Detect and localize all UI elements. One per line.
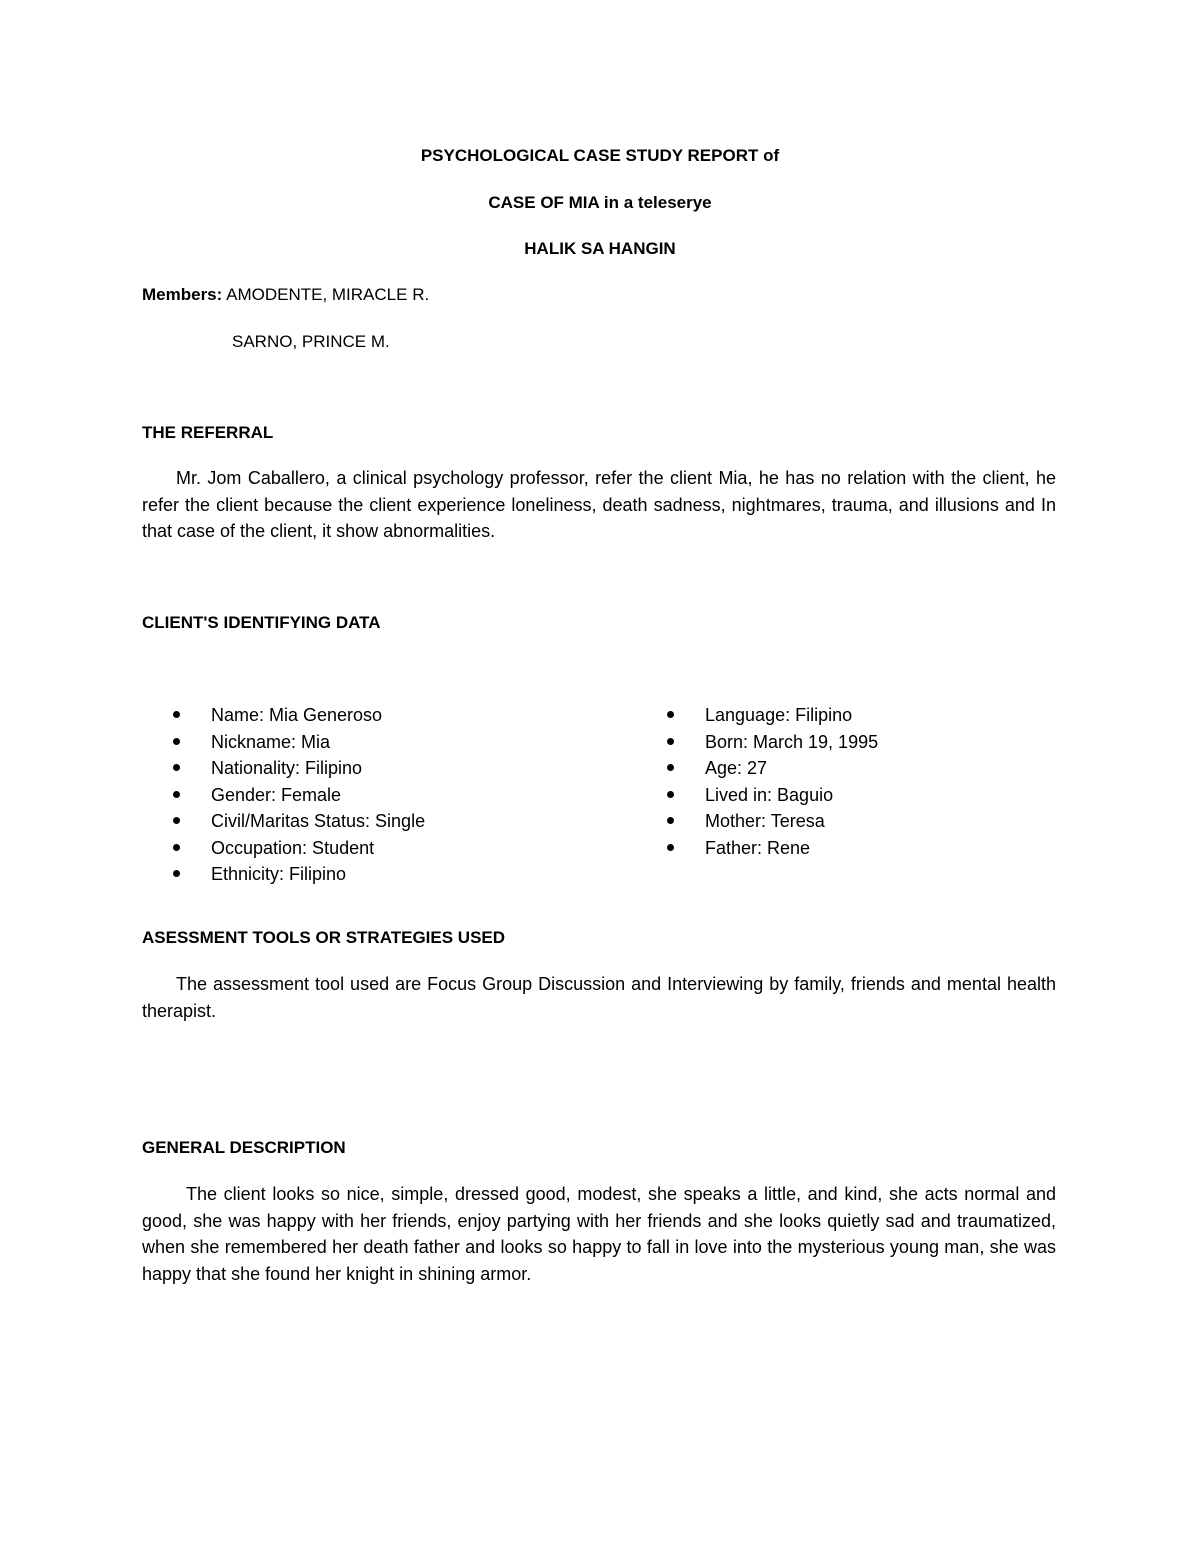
list-item: Nickname: Mia	[173, 729, 425, 756]
member-2: SARNO, PRINCE M.	[232, 332, 390, 351]
bullet-icon	[667, 738, 674, 745]
bullet-icon	[173, 817, 180, 824]
bullet-icon	[667, 764, 674, 771]
bullet-icon	[667, 817, 674, 824]
general-text: The client looks so nice, simple, dressed good, modest, she speaks a little, and kind, she acts normal and good, she was happy with her friends, enjoy partying with her friends and she looks quietly sad and traumatized, when she remembered her death father and looks so happy to fall in love into the mysterious young man, she was happy that she found her knight in shining armor.	[142, 1184, 1056, 1284]
bullet-icon	[173, 711, 180, 718]
general-paragraph	[142, 1181, 1056, 1287]
list-item: Mother: Teresa	[667, 808, 878, 835]
identifying-list-left	[173, 702, 425, 888]
bullet-icon	[667, 711, 674, 718]
bullet-icon	[173, 870, 180, 877]
list-item: Father: Rene	[667, 835, 878, 862]
referral-text: Mr. Jom Caballero, a clinical psychology professor, refer the client Mia, he has no relation with the client, he refer the client because the client experience loneliness, death sadness, nightmares, trauma, and illusions and In that case of the client, it show abnormalities.	[142, 468, 1056, 541]
list-item: Lived in: Baguio	[667, 782, 878, 809]
list-item: Nationality: Filipino	[173, 755, 425, 782]
bullet-icon	[173, 738, 180, 745]
assessment-heading: ASESSMENT TOOLS OR STRATEGIES USED	[142, 928, 506, 947]
report-title-line1: PSYCHOLOGICAL CASE STUDY REPORT of	[420, 146, 780, 165]
list-item: Age: 27	[667, 755, 878, 782]
list-item: Born: March 19, 1995	[667, 729, 878, 756]
list-item: Occupation: Student	[173, 835, 425, 862]
list-item: Civil/Maritas Status: Single	[173, 808, 425, 835]
bullet-icon	[173, 791, 180, 798]
bullet-icon	[667, 791, 674, 798]
members-label: Members:	[142, 285, 223, 304]
list-item: Name: Mia Generoso	[173, 702, 425, 729]
member-1: AMODENTE, MIRACLE R.	[226, 285, 430, 304]
list-item: Ethnicity: Filipino	[173, 861, 425, 888]
referral-paragraph	[142, 465, 1056, 545]
bullet-icon	[173, 844, 180, 851]
members-block	[142, 284, 429, 306]
general-heading: GENERAL DESCRIPTION	[142, 1138, 346, 1157]
list-item: Language: Filipino	[667, 702, 878, 729]
referral-heading: THE REFERRAL	[142, 423, 274, 442]
list-item: Gender: Female	[173, 782, 425, 809]
bullet-icon	[667, 844, 674, 851]
report-title-line2: CASE OF MIA in a teleserye	[488, 193, 712, 212]
identifying-list-right	[667, 702, 878, 861]
assessment-text: The assessment tool used are Focus Group Discussion and Interviewing by family, friends and mental health therapist.	[142, 974, 1056, 1021]
assessment-paragraph	[142, 971, 1056, 1024]
report-title-line3: HALIK SA HANGIN	[524, 239, 676, 258]
bullet-icon	[173, 764, 180, 771]
identifying-heading: CLIENT'S IDENTIFYING DATA	[142, 613, 381, 632]
